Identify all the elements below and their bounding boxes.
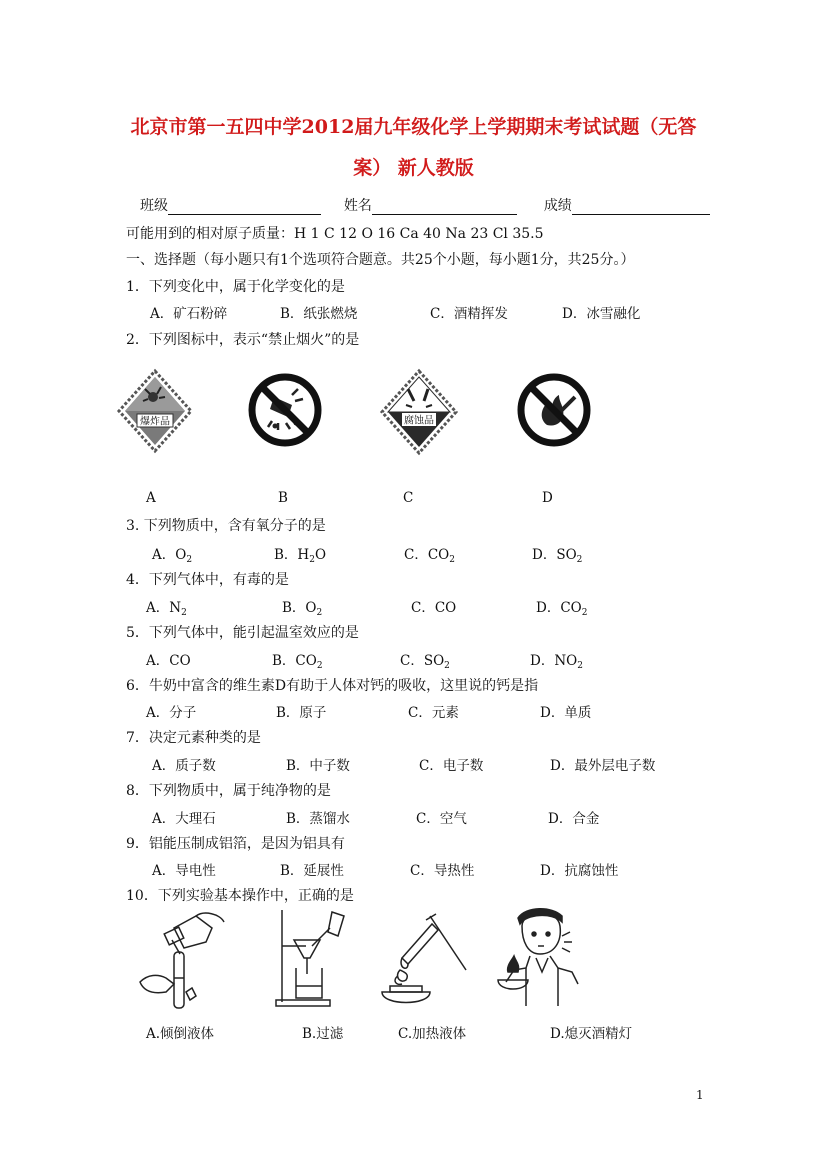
question-stem: 4．下列气体中，有毒的是 [126,572,289,588]
option: A．$O_2$ [152,547,193,565]
pour-liquid-illustration [134,908,230,1012]
extinguish-lamp-illustration [496,906,588,1012]
question-stem: 5．下列气体中，能引起温室效应的是 [126,625,359,641]
option: A.倾倒液体 [146,1026,215,1042]
option: C．电子数 [419,758,484,774]
option: A．矿石粉碎 [150,306,228,322]
option: D [542,490,553,506]
option: B．原子 [276,705,327,721]
name-blank[interactable] [372,200,517,215]
question-stem: 10．下列实验基本操作中，正确的是 [126,888,354,904]
corrosive-hazard-icon [378,367,460,457]
question-stem: 1．下列变化中，属于化学变化的是 [126,279,345,295]
option: B．蒸馏水 [286,811,350,827]
option: D．合金 [548,811,600,827]
option: A．大理石 [152,811,216,827]
option: A．分子 [146,705,197,721]
document-title-line2: 案） 新人教版 [353,157,474,179]
option: D．冰雪融化 [562,306,641,322]
class-label: 班级 [140,198,168,214]
question-stem: 8．下列物质中，属于纯净物的是 [126,783,331,799]
option: D．抗腐蚀性 [540,863,619,879]
question-stem: 2．下列图标中，表示“禁止烟火”的是 [126,332,360,348]
no-fire-icon [517,373,591,447]
document-title-line1: 北京市第一五四中学2012届九年级化学上学期期末考试试题（无答 [130,116,697,138]
question-stem: 3. 下列物质中，含有氧分子的是 [126,518,326,534]
atomic-mass-line: 可能用到的相对原子质量：H 1 C 12 O 16 Ca 40 Na 23 Cl 35.5 [126,226,544,242]
heat-liquid-illustration [372,910,472,1012]
option: A．$N_2$ [146,600,187,618]
question-stem: 6．牛奶中富含的维生素D有助于人体对钙的吸收，这里说的钙是指 [126,678,539,694]
option: B．中子数 [286,758,350,774]
option: A．质子数 [152,758,216,774]
option: D．$CO_2$ [536,600,588,618]
option: C．$CO_2$ [404,547,455,565]
name-label: 姓名 [343,198,372,214]
question-stem: 7．决定元素种类的是 [126,730,261,746]
option: C．元素 [408,705,459,721]
option: A．CO [146,653,191,669]
option: C．导热性 [410,863,475,879]
option: B．$O_2$ [282,600,323,618]
option: B.过滤 [302,1026,344,1042]
option: C．酒精挥发 [430,306,508,322]
option: B．纸张燃烧 [280,306,358,322]
option: D．单质 [540,705,592,721]
prohibit-fireworks-icon [248,373,322,447]
explosive-hazard-icon [115,367,195,455]
option: B [278,490,288,506]
option: D．最外层电子数 [550,758,656,774]
option: B．$CO_2$ [272,653,323,671]
page-number: 1 [696,1088,704,1102]
option: C．空气 [416,811,467,827]
option: B．延展性 [280,863,344,879]
option: D．$SO_2$ [532,547,583,565]
icon-text: 腐蚀品 [404,415,434,427]
icon-text: 爆炸品 [140,416,170,428]
option: C.加热液体 [398,1026,467,1042]
question-stem: 9．铝能压制成铝箔，是因为铝具有 [126,836,345,852]
section-heading: 一、选择题（每小题只有1个选项符合题意。共25个小题，每小题1分，共25分。） [126,252,635,268]
header-fields [140,195,710,215]
option: C．CO [411,600,457,616]
option: D.熄灭酒精灯 [550,1026,633,1042]
option: A．导电性 [152,863,216,879]
filtration-illustration [272,906,352,1008]
option: D．$NO_2$ [530,653,583,671]
option: A [146,490,156,506]
option: B．$H_2O$ [274,547,327,565]
score-label: 成绩 [543,198,572,214]
option: C [403,490,414,506]
class-blank[interactable] [168,200,321,215]
score-blank[interactable] [572,200,710,215]
option: C．$SO_2$ [400,653,450,671]
